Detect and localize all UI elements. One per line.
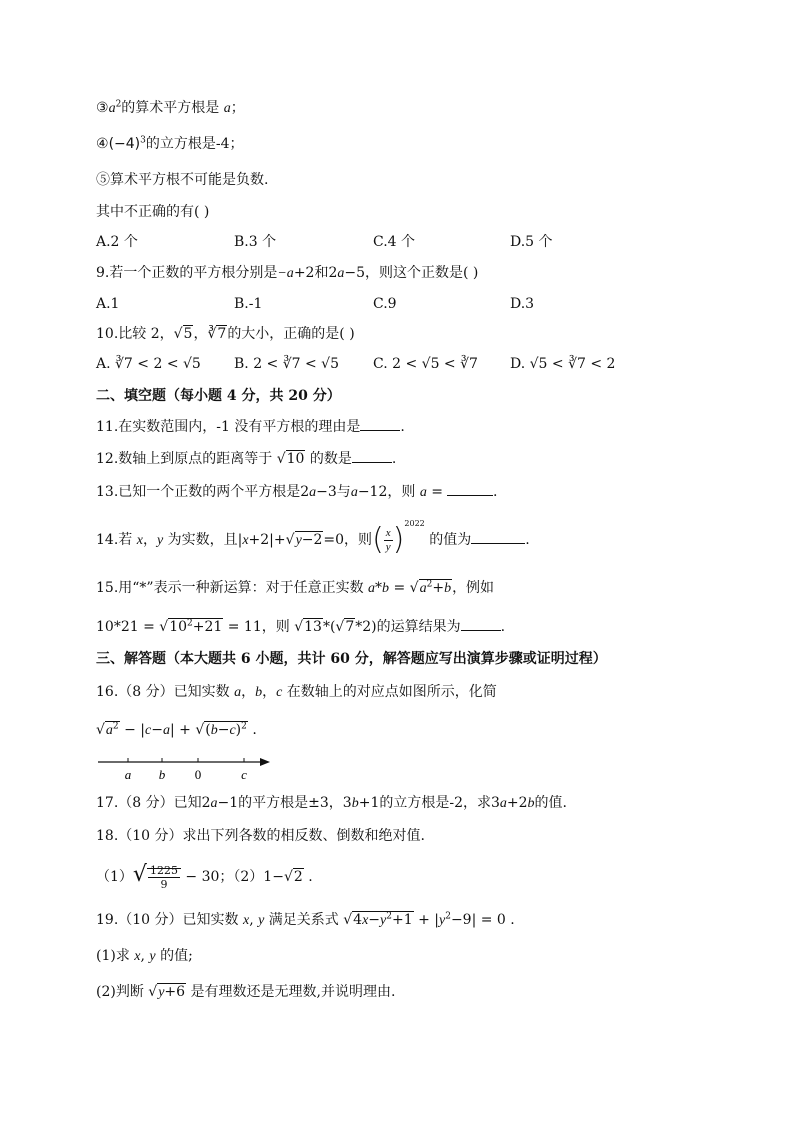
statement-4: $④(-4)^3$的立方根是-4； [96,135,244,152]
question-17: 17.（8 分）已知2a−1的平方根是±3，3b+1的立方根是-2，求3a+2b的值. [96,795,567,811]
question-15-line-2: $10*21 = √10^2+21 = 11$，则 √13*(√7*2)的运算结果为 . [96,616,505,637]
question-16-expression: $√a^2 - |c-a| + √(b-c)^2$ . [96,721,257,738]
number-line-label-c: c [241,767,247,782]
question-19: 19.（10 分）已知实数 x, y 满足关系式 $√4x-y^2+1 + |y^2-9| = 0$ . [96,911,515,928]
statement-5: ⑤算术平方根不可能是负数. [96,172,269,188]
q10-option-d: D. √5 < ∛7 < 2 [510,356,616,372]
q10-option-c: C. 2 < √5 < ∛7 [373,356,478,372]
q8-option-d: D.5 个 [510,234,553,250]
q10-option-b: B. 2 < ∛7 < √5 [234,356,340,372]
number-line [96,754,276,786]
question-18: 18.（10 分）求出下列各数的相反数、倒数和绝对值. [96,828,425,844]
section-2-heading: 二、填空题（每小题 4 分，共 20 分） [96,388,341,404]
question-9-stem: 9.若一个正数的平方根分别是−a+2和2a−5，则这个正数是( ) [96,265,479,281]
q9-option-d: D.3 [510,296,535,312]
q8-option-c: C.4 个 [373,234,416,250]
question-10-stem: 10.比较 2，√5，∛7的大小，正确的是( ) [96,326,355,342]
statement-3: $③a^2$的算术平方根是 a； [96,99,245,116]
question-12: 12.数轴上到原点的距离等于 √10 的数是 . [96,448,396,469]
number-line-label-0: 0 [194,767,202,782]
q8-option-b: B.3 个 [234,234,277,250]
question-16-line-1: 16.（8 分）已知实数 a，b，c 在数轴上的对应点如图所示，化简 [96,684,497,700]
q10-option-a: A. ∛7 < 2 < √5 [96,356,201,372]
question-15-line-1: 15.用“*”表示一种新运算：对于任意正实数 $a*b = √a^2+b$，例如 [96,579,495,596]
section-3-heading: 三、解答题（本大题共 6 小题，共计 60 分，解答题应写出演算步骤或证明过程） [96,651,607,667]
question-19-part-2: (2)判断 √y+6 是有理数还是无理数,并说明理由. [96,984,396,1000]
question-19-part-1: (1)求 x, y 的值; [96,948,193,964]
question-13: 13.已知一个正数的两个平方根是2a−3与a−12，则 a = . [96,481,497,503]
q9-option-b: B.-1 [234,296,263,312]
q9-option-c: C.9 [373,296,397,312]
number-line-label-a: a [124,767,132,782]
q8-option-a: A.2 个 [96,234,138,250]
question-18-parts: （1）√ $\frac{1225}{9}$ − 30；（2）1−√2 . [96,862,313,891]
question-11: 11.在实数范围内，-1 没有平方根的理由是 . [96,416,405,437]
question-14: 14.若 x，y 为实数，且|x+2|+√y−2=0，则( $\frac{x}{y}$ )$^{2022}$ 的值为 . [96,519,530,557]
q9-option-a: A.1 [96,296,120,312]
question-8-stem: 其中不正确的有( ) [96,204,210,220]
number-line-label-b: b [158,767,166,782]
